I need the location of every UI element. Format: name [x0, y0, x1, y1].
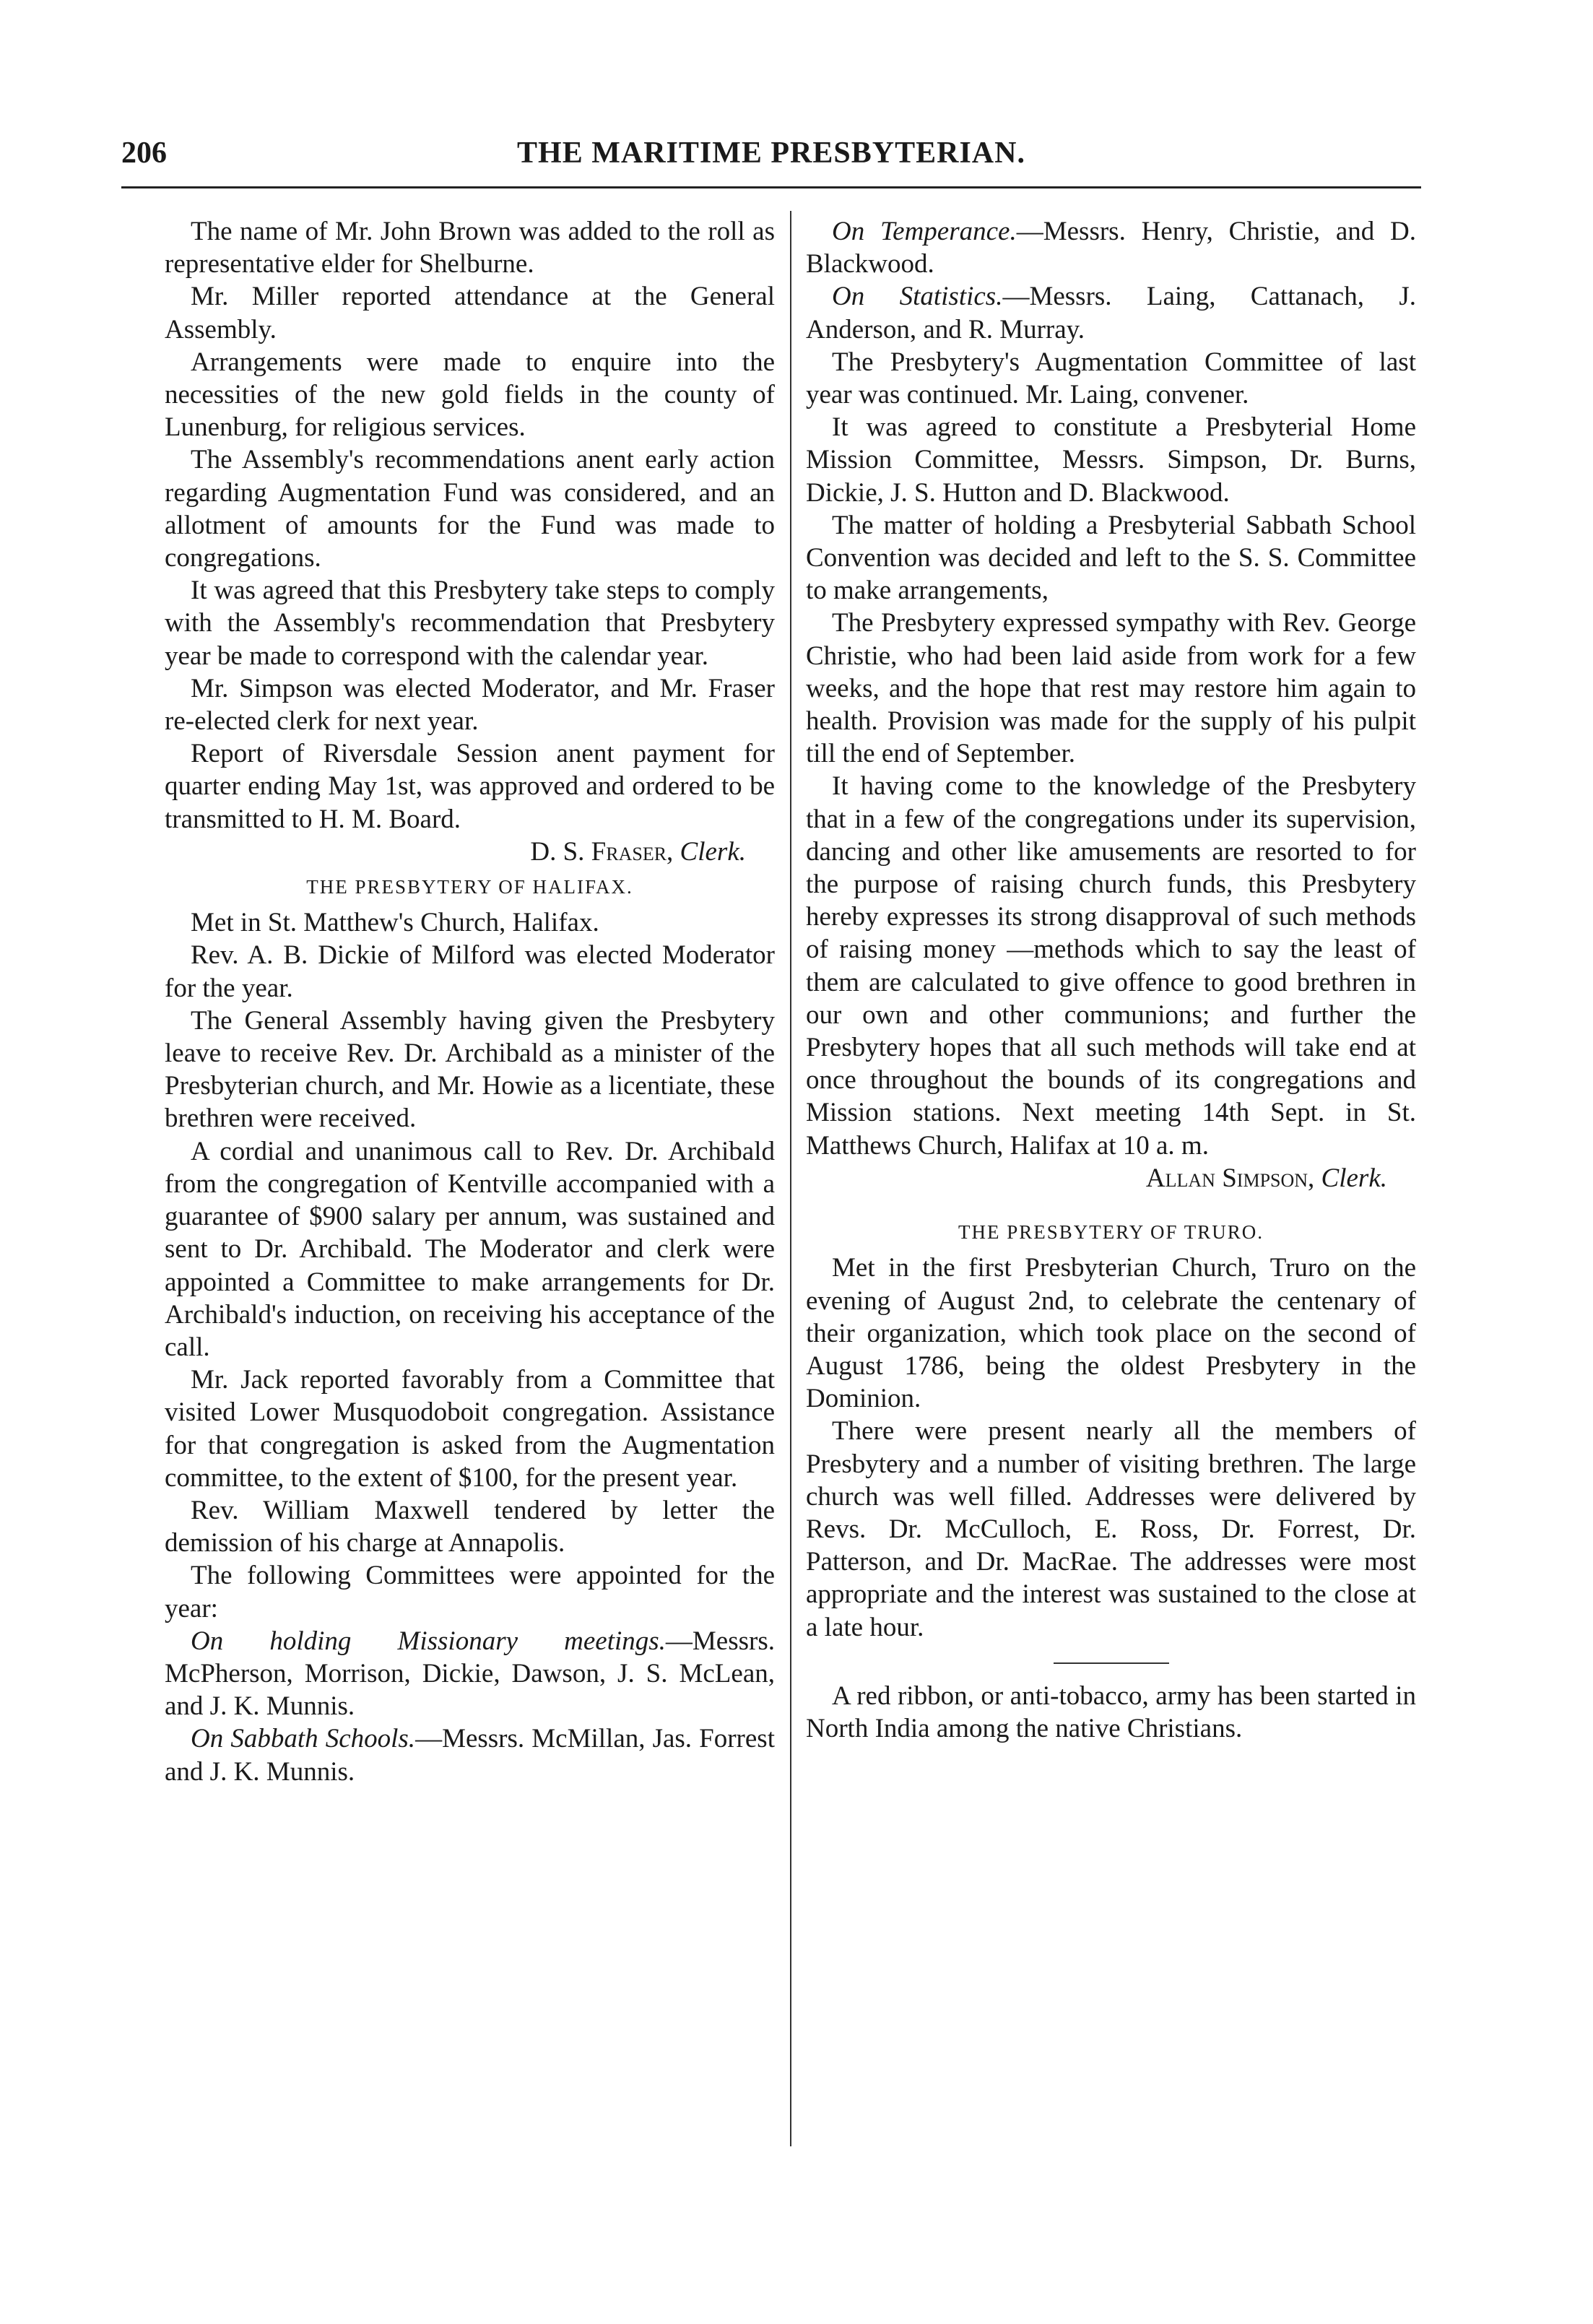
paragraph: It having come to the knowledge of the Presbytery that in a few of the congregations under its supervision, dancing and other like amusements are resorted to for the purpose of raising church funds, this Presbytery hereby expresses its strong disapproval of such methods of raising money —methods which to say the least of them are calculated to give offence to good brethren in our own and other communions; and further the Presbytery hopes that all such methods will take end at once throughout the bounds of its congregations and Mission stations. Next meeting 14th Sept. in St. Matthews Church, Halifax at 10 a. m. — [806, 771, 1416, 1161]
committee-label: On Temperance. — [832, 217, 1017, 246]
paragraph: Met in St. Matthew's Church, Halifax. — [191, 908, 599, 938]
committee-paragraph — [806, 280, 1416, 345]
left-column — [165, 215, 775, 1788]
section-heading-truro: THE PRESBYTERY OF TRURO. — [958, 1221, 1264, 1244]
paragraph: The matter of holding a Presbyterial Sabbath School Convention was decided and left to the S. S. Committee to make arrangements, — [806, 510, 1416, 606]
committee-paragraph — [165, 1625, 775, 1723]
committee-paragraph — [165, 1722, 775, 1787]
page-number: 206 — [121, 136, 167, 170]
paragraph: The Assembly's recommendations anent early action regarding Augmentation Fund was considered, and an allotment of amounts for the Fund was made to congregations. — [165, 445, 775, 573]
signature-name: D. S. Fraser, — [530, 836, 674, 867]
paragraph: Arrangements were made to enquire into the necessities of the new gold fields in the county of Lunenburg, for religious services. — [165, 347, 775, 443]
section-rule — [1054, 1662, 1169, 1664]
committee-text: —Messrs. McMillan, Jas. Forrest and J. K. Munnis. — [165, 1724, 775, 1787]
committee-text: —Messrs. Laing, Cattanach, J. Anderson, and R. Murray. — [806, 282, 1416, 344]
paragraph: It was agreed that this Presbytery take steps to comply with the Assembly's recommendation that Presbytery year be made to correspond with the calendar year. — [165, 576, 775, 671]
committee-label: On Statistics. — [832, 282, 1003, 312]
paragraph: Mr. Miller reported attendance at the General Assembly. — [165, 282, 775, 344]
paragraph: Report of Riversdale Session anent payment for quarter ending May 1st, was approved and ordered to be transmitted to H. M. Board. — [165, 739, 775, 834]
header-rule — [121, 186, 1421, 188]
committee-label: On holding Missionary meetings. — [191, 1626, 666, 1656]
paragraph: The Presbytery's Augmentation Committee of last year was continued. Mr. Laing, convener. — [806, 347, 1416, 410]
clerk-signature — [165, 836, 775, 868]
paragraph: A red ribbon, or anti-tobacco, army has been started in North India among the native Christians. — [806, 1681, 1416, 1743]
page-header — [121, 136, 1421, 179]
paragraph: It was agreed to constitute a Presbyterial Home Mission Committee, Messrs. Simpson, Dr. Burns, Dickie, J. S. Hutton and D. Blackwood. — [806, 412, 1416, 508]
committee-text: —Messrs. Henry, Christie, and D. Blackwood. — [806, 217, 1416, 279]
committee-label: On Sabbath Schools. — [191, 1724, 416, 1754]
paragraph: Rev. A. B. Dickie of Milford was elected Moderator for the year. — [165, 940, 775, 1003]
paragraph: Rev. William Maxwell tendered by letter the demission of his charge at Annapolis. — [165, 1495, 775, 1558]
section-heading-halifax: THE PRESBYTERY OF HALIFAX. — [306, 876, 633, 898]
paragraph: There were present nearly all the members of Presbytery and a number of visiting brethren. The large church was well filled. Addresses were delivered by Revs. Dr. McCulloch, E. Ross, Dr. Forrest, Dr. Patterson, and Dr. MacRae. The addresses were most appropriate and the interest was sustained to the close at a late hour. — [806, 1416, 1416, 1642]
paragraph: Mr. Simpson was elected Moderator, and Mr. Fraser re-elected clerk for next year. — [165, 673, 775, 737]
paragraph: Mr. Jack reported favorably from a Committee that visited Lower Musquodoboit congregation. Assistance for that congregation is asked from the Augmentation committee, to the extent of $100, for the present year. — [165, 1365, 775, 1493]
signature-role: Clerk. — [680, 836, 746, 867]
paragraph: The following Committees were appointed for the year: — [165, 1561, 775, 1623]
column-divider — [790, 211, 791, 2146]
signature-role: Clerk. — [1321, 1163, 1387, 1193]
signature-name: Allan Simpson, — [1145, 1163, 1315, 1193]
committee-paragraph — [806, 215, 1416, 280]
committee-text: —Messrs. McPherson, Morrison, Dickie, Dawson, J. S. McLean, and J. K. Munnis. — [165, 1626, 775, 1722]
paragraph: The Presbytery expressed sympathy with Rev. George Christie, who had been laid aside from work for a few weeks, and the hope that rest may restore him again to health. Provision was made for the supply of his pulpit till the end of September. — [806, 608, 1416, 769]
clerk-signature — [806, 1162, 1416, 1194]
paragraph: A cordial and unanimous call to Rev. Dr. Archibald from the congregation of Kentville accompanied with a guarantee of $900 salary per annum, was sustained and sent to Dr. Archibald. The Moderator and clerk were appointed a Committee to make arrangements for Dr. Archibald's induction, on receiving his acceptance of the call. — [165, 1136, 775, 1362]
right-column — [806, 215, 1416, 1745]
paragraph: The General Assembly having given the Presbytery leave to receive Rev. Dr. Archibald as a minister of the Presbyterian church, and Mr. Howie as a licentiate, these brethren were received. — [165, 1005, 775, 1134]
paragraph: The name of Mr. John Brown was added to the roll as representative elder for Shelburne. — [165, 217, 775, 279]
paragraph: Met in the first Presbyterian Church, Truro on the evening of August 2nd, to celebrate the centenary of their organization, which took place on the second of August 1786, being the oldest Presbytery in the Dominion. — [806, 1253, 1416, 1414]
running-title: THE MARITIME PRESBYTERIAN. — [517, 136, 1025, 170]
